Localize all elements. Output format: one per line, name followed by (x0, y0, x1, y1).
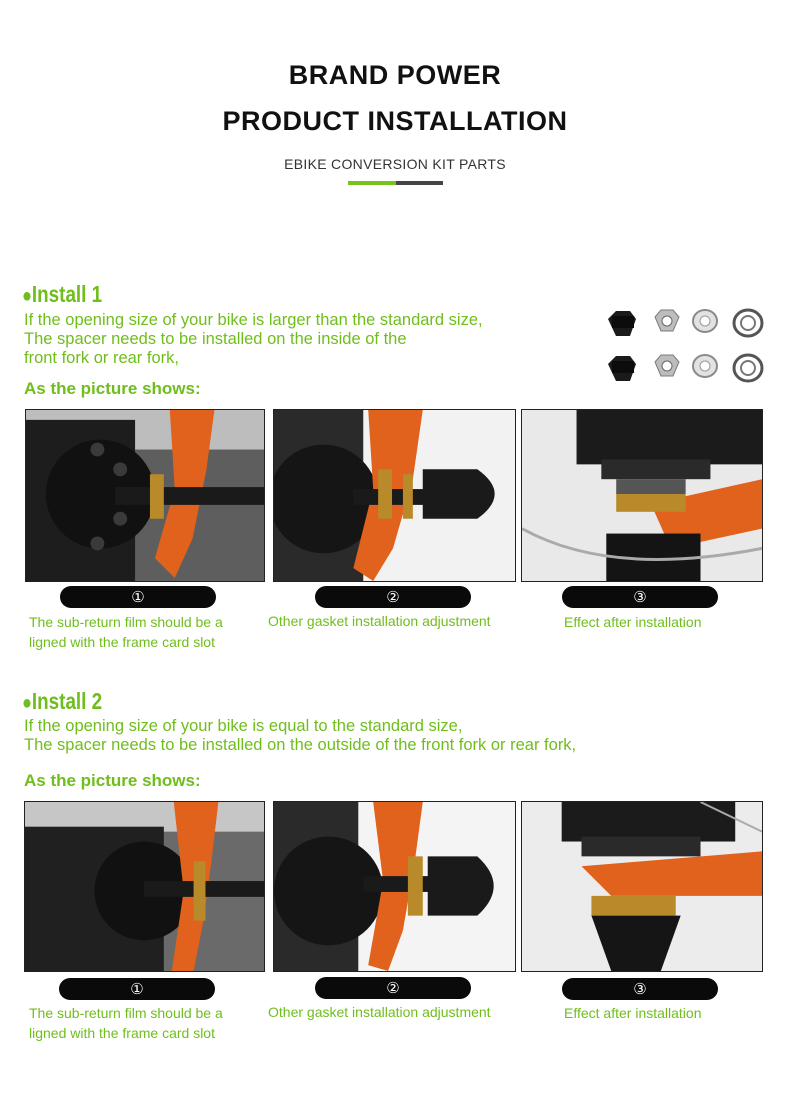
caption-line: The sub-return film should be a (29, 1005, 223, 1021)
install2-step3-badge: ③ (562, 978, 718, 1000)
page-title: PRODUCT INSTALLATION (222, 106, 568, 136)
install2-heading (22, 688, 102, 715)
install2-step1-caption (29, 1003, 223, 1043)
caption-line: Effect after installation (564, 1005, 702, 1021)
install1-step2-caption (268, 611, 491, 631)
page-subtitle: EBIKE CONVERSION KIT PARTS (284, 156, 506, 172)
install2-step1-badge: ① (59, 978, 215, 1000)
install2-shows-label: As the picture shows: (24, 771, 201, 790)
install1-step1-caption (29, 612, 223, 652)
install1-text-line: The spacer needs to be installed on the inside of the (24, 330, 407, 348)
install2-step2-badge: ② (315, 977, 471, 999)
install1-text (24, 311, 483, 368)
bullet-icon: ● (22, 692, 32, 714)
install1-text-line: If the opening size of your bike is larger than the standard size, (24, 311, 483, 329)
install1-step2-badge: ② (315, 586, 471, 608)
install1-step3-badge: ③ (562, 586, 718, 608)
install1-shows-label: As the picture shows: (24, 379, 201, 398)
caption-line: Other gasket installation adjustment (268, 613, 491, 629)
install2-step2-caption (268, 1002, 491, 1022)
brand-title: BRAND POWER (288, 60, 502, 90)
install2-text-line: The spacer needs to be installed on the outside of the front fork or rear fork, (24, 736, 577, 754)
install2-heading-text: Install 2 (31, 688, 103, 714)
install2-step2-photo (273, 801, 516, 972)
install1-heading (22, 281, 102, 308)
install1-step2-photo (273, 409, 516, 582)
accent-bar-dark (396, 181, 443, 185)
install2-step3-caption (564, 1003, 701, 1023)
caption-line: Effect after installation (564, 614, 702, 630)
caption-line: ligned with the frame card slot (29, 634, 215, 650)
install2-text-line: If the opening size of your bike is equal to the standard size, (24, 717, 463, 735)
caption-line: ligned with the frame card slot (29, 1025, 215, 1041)
bullet-icon: ● (22, 285, 32, 307)
caption-line: Other gasket installation adjustment (268, 1004, 491, 1020)
install2-text (24, 717, 576, 755)
install2-step3-photo (521, 801, 763, 972)
caption-line: The sub-return film should be a (29, 614, 223, 630)
install1-step1-photo (25, 409, 265, 582)
install2-step1-photo (24, 801, 265, 972)
install1-text-line: front fork or rear fork, (24, 349, 179, 367)
install1-heading-text: Install 1 (31, 281, 103, 307)
nut-set-row (608, 310, 762, 336)
install1-step3-caption (564, 612, 701, 632)
install1-step3-photo (521, 409, 763, 582)
install1-step1-badge: ① (60, 586, 216, 608)
accent-bar-green (348, 181, 396, 185)
hardware-parts-image (603, 305, 773, 390)
